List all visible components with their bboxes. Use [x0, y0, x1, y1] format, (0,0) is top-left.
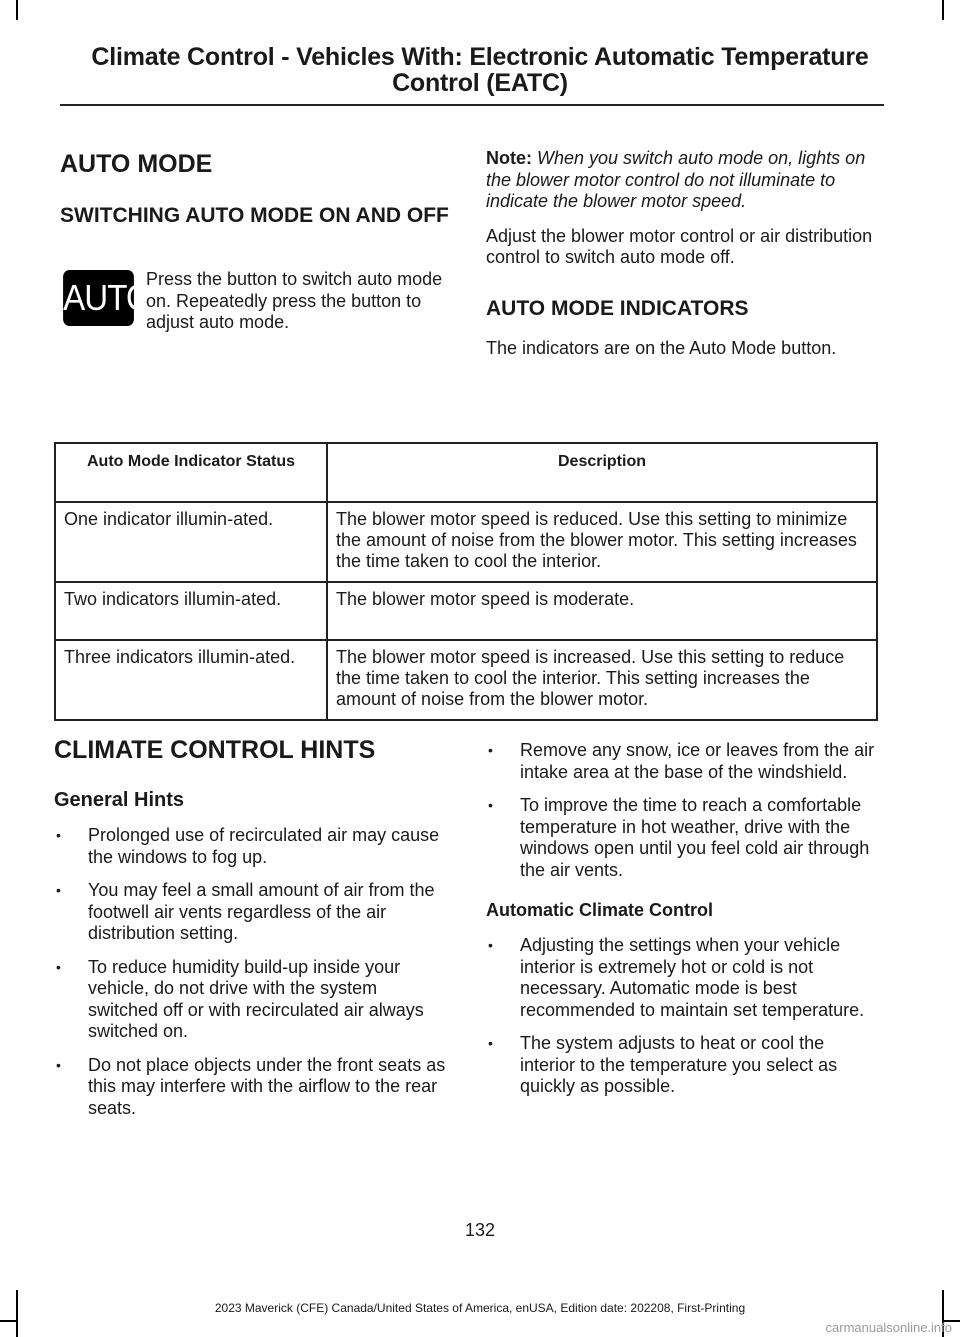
table-cell-description: The blower motor speed is reduced. Use this setting to minimize the amount of noise from the blower motor. This setting increases the time taken to cool the interior.	[327, 502, 877, 582]
header-line-1: Climate Control - Vehicles With: Electronic Automatic Temperature	[91, 43, 869, 71]
table-header-row	[55, 443, 877, 502]
auto-instruction-text: Press the button to switch auto mode on. Repeatedly press the button to adjust auto mode.	[146, 269, 443, 332]
auto-mode-indicator-table	[54, 442, 878, 721]
table-row	[55, 640, 877, 720]
automatic-climate-list	[486, 935, 880, 1098]
auto-mode-section	[60, 150, 450, 227]
list-item: • You may feel a small amount of air from the footwell air vents regardless of the air distribution setting.	[54, 880, 448, 945]
page-number: 132	[464, 1220, 496, 1240]
automatic-climate-heading: Automatic Climate Control	[486, 900, 714, 920]
watermark: carmanualsonline.info	[825, 1320, 952, 1335]
list-item: • Remove any snow, ice or leaves from the air intake area at the base of the windshield.	[486, 740, 880, 783]
note-paragraph	[486, 148, 878, 213]
indicators-intro: The indicators are on the Auto Mode button.	[486, 337, 837, 358]
auto-instruction-block	[146, 269, 446, 334]
auto-mode-heading: AUTO MODE	[60, 150, 213, 178]
col-header-description: Description	[327, 443, 877, 502]
table-row	[55, 582, 877, 640]
list-item: • Do not place objects under the front seats as this may interfere with the airflow to the rear seats.	[54, 1055, 448, 1120]
edition-footer: 2023 Maverick (CFE) Canada/United States of America, enUSA, Edition date: 202208, First-Printing	[214, 1301, 746, 1315]
auto-mode-right-column	[486, 148, 878, 359]
indicators-heading: AUTO MODE INDICATORS	[486, 296, 749, 320]
table-row	[55, 502, 877, 582]
climate-hints-right-column	[486, 740, 880, 1110]
auto-icon-label: AUTO	[63, 277, 151, 318]
crop-mark-top-right	[942, 0, 944, 20]
general-hints-list-continued	[486, 740, 880, 881]
list-item: • The system adjusts to heat or cool the interior to the temperature you select as quickly as possible.	[486, 1033, 880, 1098]
note-text: When you switch auto mode on, lights on the blower motor control do not illuminate to indicate the blower motor speed.	[486, 148, 866, 211]
note-label: Note:	[486, 148, 532, 168]
auto-off-text: Adjust the blower motor control or air distribution control to switch auto mode off.	[486, 225, 873, 267]
table-cell-description: The blower motor speed is increased. Use this setting to reduce the time taken to cool the interior. This setting increases the amount of noise from the blower motor.	[327, 640, 877, 720]
climate-hints-heading: CLIMATE CONTROL HINTS	[54, 736, 376, 764]
table-cell-description: The blower motor speed is moderate.	[327, 582, 877, 640]
switching-auto-mode-heading: SWITCHING AUTO MODE ON AND OFF	[60, 204, 449, 227]
header-line-2: Control (EATC)	[392, 69, 568, 97]
list-item: • Prolonged use of recirculated air may cause the windows to fog up.	[54, 825, 448, 868]
table-cell-status: Three indicators illumin-ated.	[55, 640, 327, 720]
general-hints-list	[54, 825, 448, 1119]
auto-button-icon	[63, 270, 151, 326]
table-cell-status: One indicator illumin-ated.	[55, 502, 327, 582]
list-item: • To improve the time to reach a comfortable temperature in hot weather, drive with the windows open until you feel cold air through the air vents.	[486, 795, 880, 881]
general-hints-heading: General Hints	[54, 789, 185, 811]
crop-mark-top-left	[16, 0, 18, 20]
header-rule	[60, 104, 884, 106]
list-item: • To reduce humidity build-up inside your vehicle, do not drive with the system switched off or with recirculated air always switched on.	[54, 957, 448, 1043]
page-header-title	[60, 44, 900, 96]
climate-hints-left-column	[54, 736, 448, 1131]
crop-mark-bottom-left-h	[0, 1320, 18, 1322]
table-cell-status: Two indicators illumin-ated.	[55, 582, 327, 640]
list-item: • Adjusting the settings when your vehicle interior is extremely hot or cold is not necessary. Automatic mode is best recommended to maintain set temperature.	[486, 935, 880, 1021]
col-header-status: Auto Mode Indicator Status	[55, 443, 327, 502]
